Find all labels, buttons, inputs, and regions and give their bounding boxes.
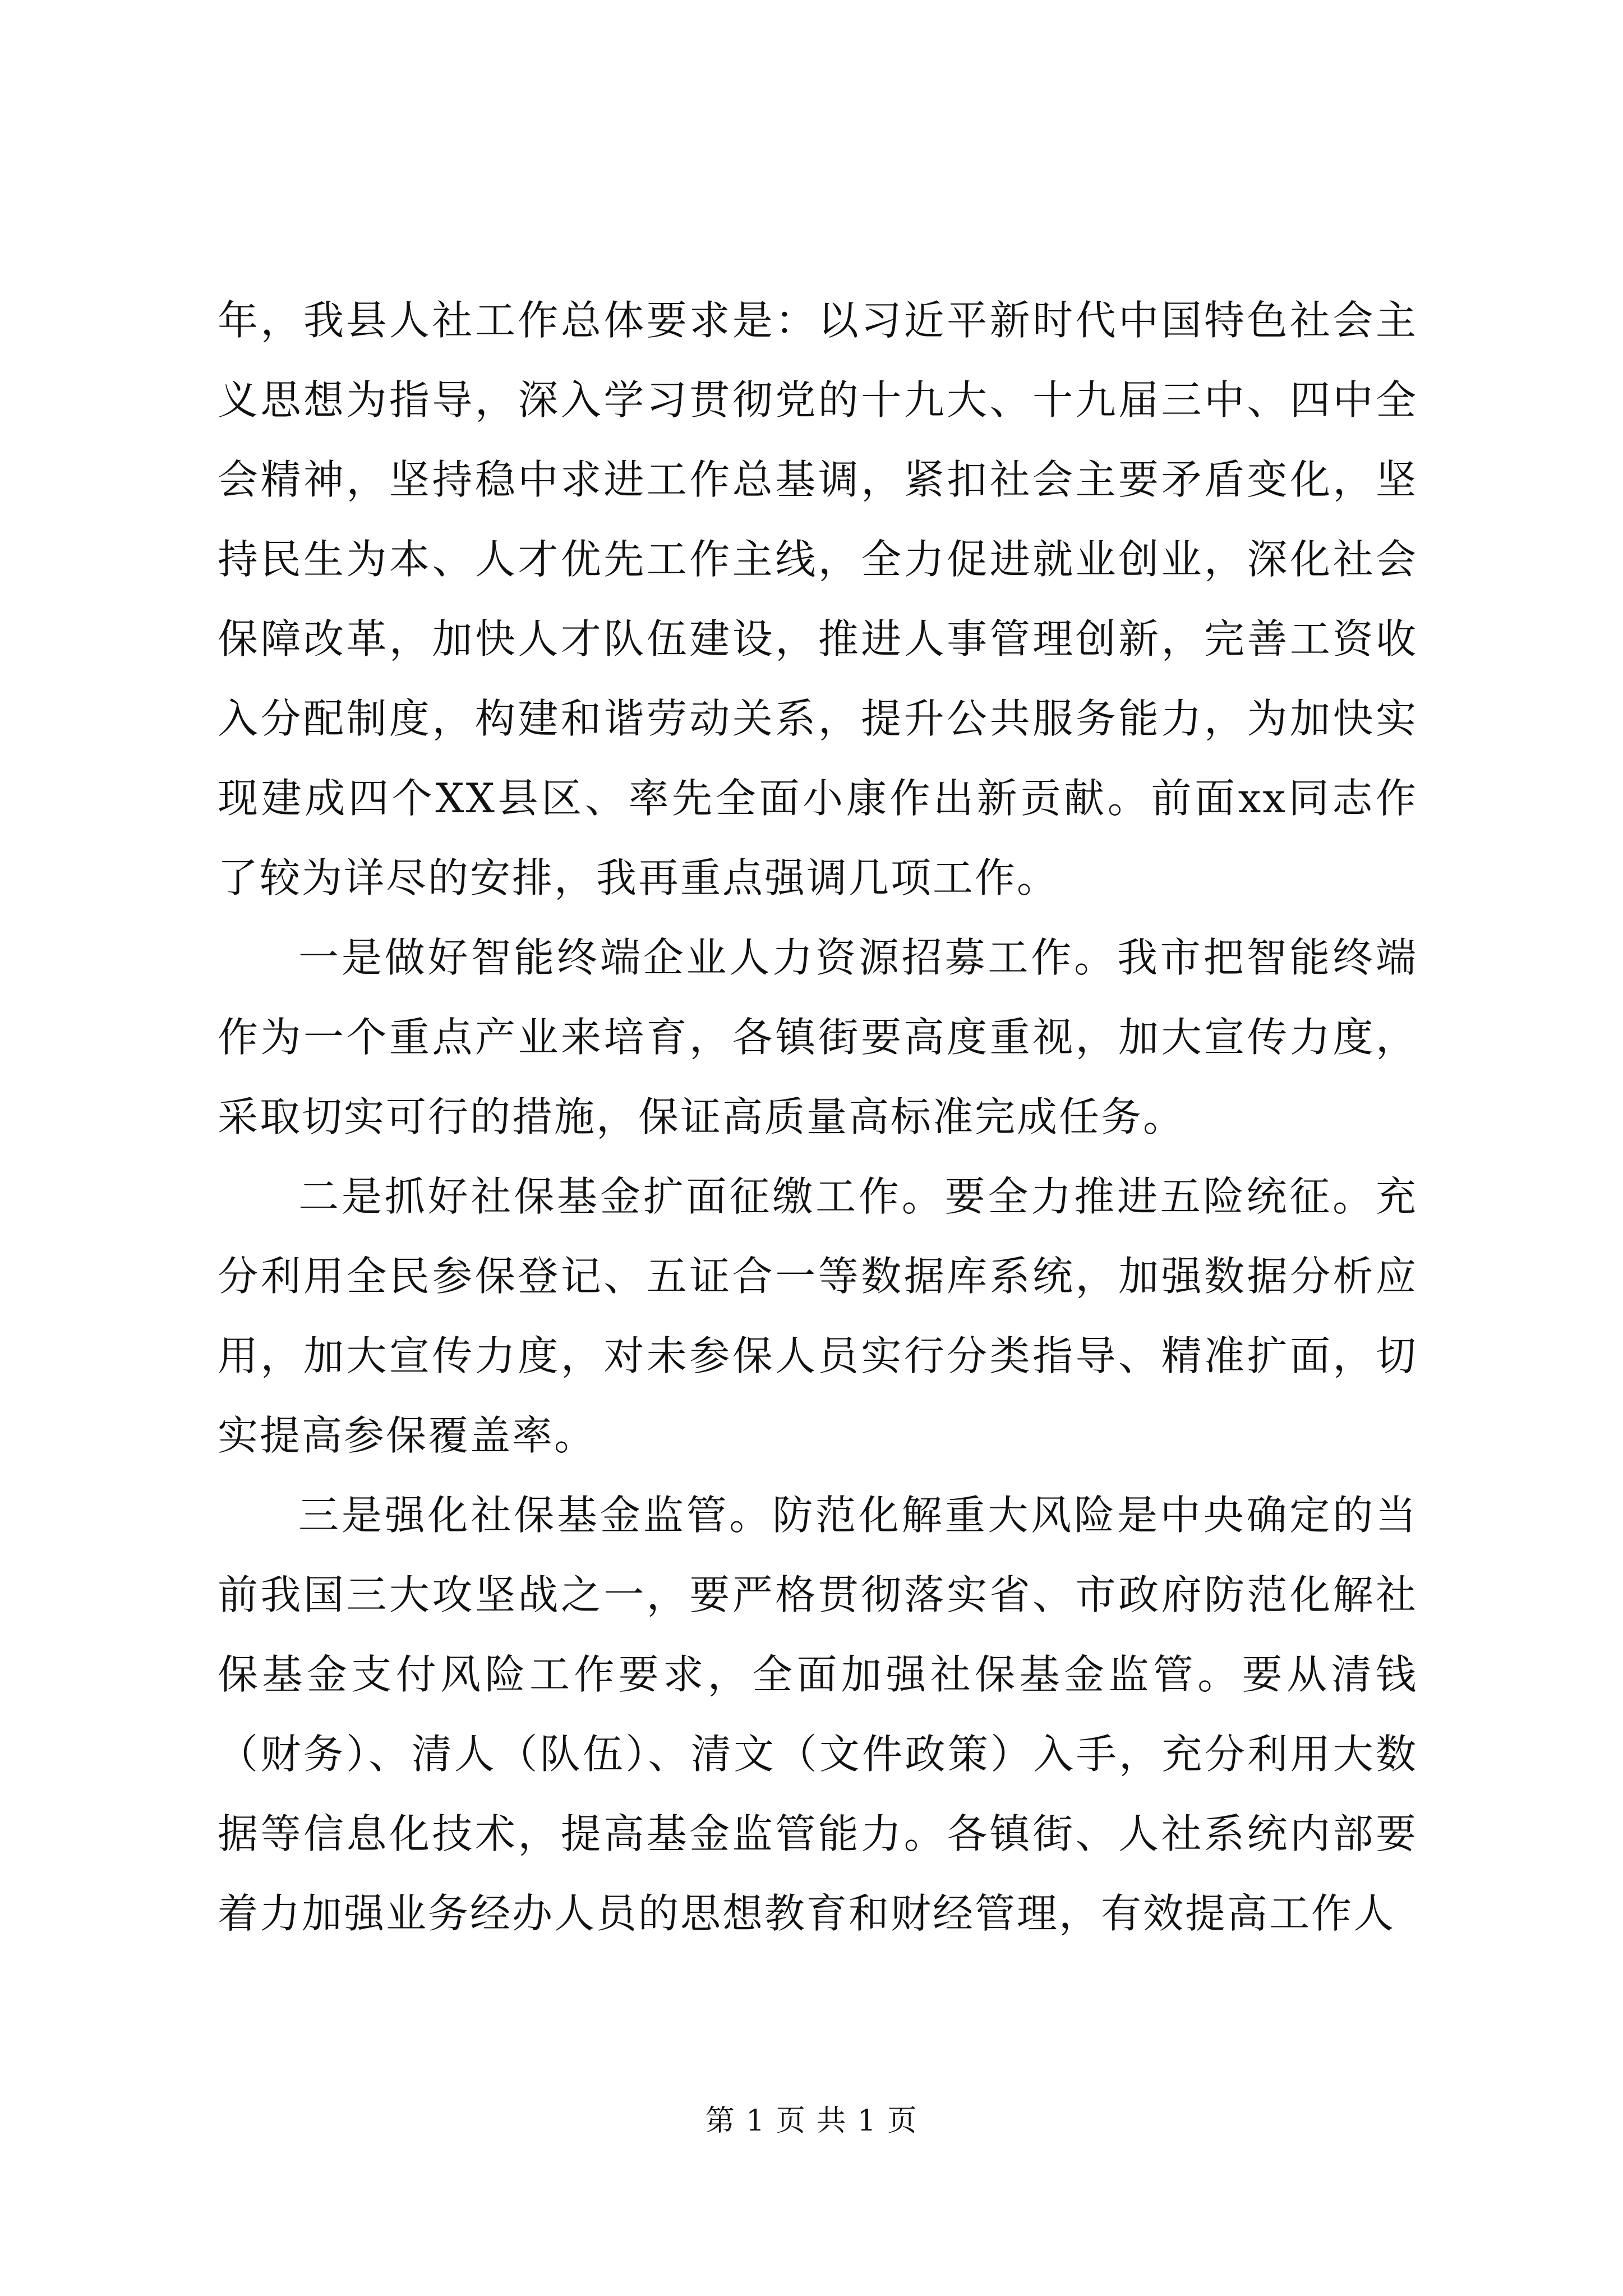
- paragraph-item-1: 一是做好智能终端企业人力资源招募工作。我市把智能终端作为一个重点产业来培育，各镇街要高度重视，加大宣传力度，采取切实可行的措施，保证高质量高标准完成任务。: [218, 934, 1418, 1140]
- paragraph-item-2: 二是抓好社保基金扩面征缴工作。要全力推进五险统征。充分利用全民参保登记、五证合一等数据库系统，加强数据分析应用，加大宣传力度，对未参保人员实行分类指导、精准扩面，切实提高参保覆盖率。: [218, 1173, 1418, 1459]
- paragraph-item-3: 三是强化社保基金监管。防范化解重大风险是中央确定的当前我国三大攻坚战之一，要严格贯彻落实省、市政府防范化解社保基金支付风险工作要求，全面加强社保基金监管。要从清钱（财务）、清人（队伍）、清文（文件政策）入手，充分利用大数据等信息化技术，提高基金监管能力。各镇街、人社系统内部要着力加强业务经办人员的思想教育和财经管理，有效提高工作人: [218, 1492, 1418, 1937]
- page-number-label: 第 1 页 共 1 页: [705, 2104, 918, 2138]
- page-footer: [0, 2097, 1623, 2139]
- paragraph-intro: 年，我县人社工作总体要求是：以习近平新时代中国特色社会主义思想为指导，深入学习贯彻党的十九大、十九届三中、四中全会精神，坚持稳中求进工作总基调，紧扣社会主要矛盾变化，坚持民生为本、人才优先工作主线，全力促进就业创业，深化社会保障改革，加快人才队伍建设，推进人事管理创新，完善工资收入分配制度，构建和谐劳动关系，提升公共服务能力，为加快实现建成四个XX县区、率先全面小康作出新贡献。前面xx同志作了较为详尽的安排，我再重点强调几项工作。: [218, 297, 1418, 901]
- document-body: [218, 280, 1418, 1953]
